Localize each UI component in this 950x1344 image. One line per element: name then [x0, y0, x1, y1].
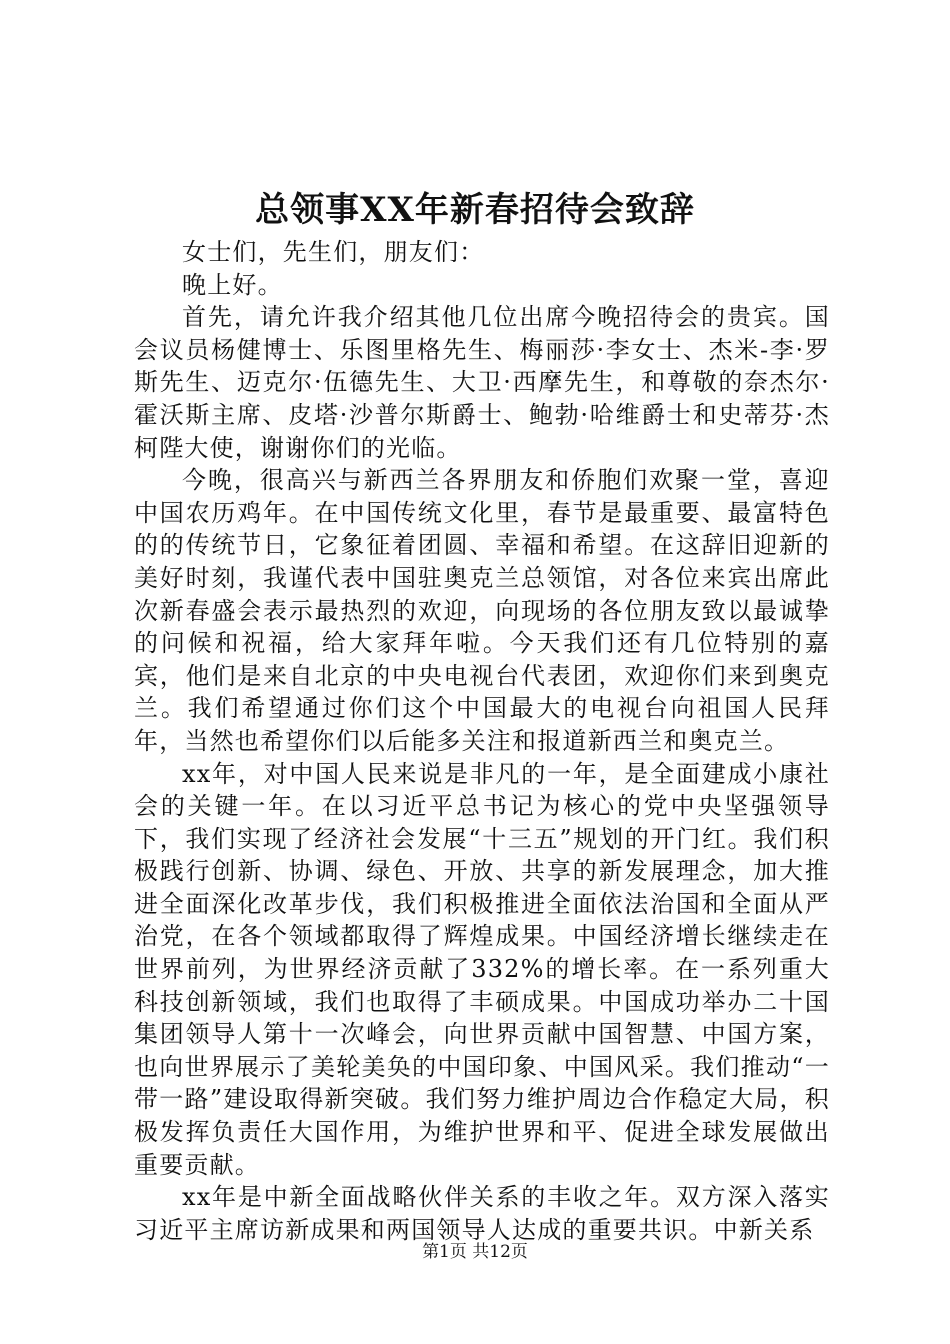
document-title: 总领事XX年新春招待会致辞: [255, 190, 695, 230]
paragraph-salutation: 女士们，先生们，朋友们：: [182, 238, 485, 266]
paragraph-guests: 首先，请允许我介绍其他几位出席今晚招待会的贵宾。国会议员杨健博士、乐图里格先生、梅丽莎·李女士、杰米-李·罗斯先生、迈克尔·伍德先生、大卫·西摩先生，和尊敬的奈杰尔·霍沃斯主席、皮塔·沙普尔斯爵士、鲍勃·哈维爵士和史蒂芬·杰柯陛大使，谢谢你们的光临。: [134, 303, 830, 462]
paragraph-china-nz: xx年是中新全面战略伙伴关系的丰收之年。双方深入落实习近平主席访新成果和两国领导人达成的重要共识。中新关系: [134, 1183, 830, 1244]
paragraph-china-year: xx年，对中国人民来说是非凡的一年，是全面建成小康社会的关键一年。在以习近平总书记为核心的党中央坚强领导下，我们实现了经济社会发展“十三五”规划的开门红。我们积极践行创新、协调、绿色、开放、共享的新发展理念，加大推进全面深化改革步伐，我们积极推进全面依法治国和全面从严治党，在各个领域都取得了辉煌成果。中国经济增长继续走在世界前列，为世界经济贡献了332%的增长率。在一系列重大科技创新领域，我们也取得了丰硕成果。中国成功举办二十国集团领导人第十一次峰会，向世界贡献中国智慧、中国方案，也向世界展示了美轮美奂的中国印象、中国风采。我们推动“一带一路”建设取得新突破。我们努力维护周边合作稳定大局，积极发挥负责任大国作用，为维护世界和平、促进全球发展做出重要贡献。: [134, 759, 830, 1179]
paragraph-greeting: 晚上好。: [182, 270, 283, 299]
paragraph-new-year: 今晚，很高兴与新西兰各界朋友和侨胞们欢聚一堂，喜迎中国农历鸡年。在中国传统文化里，春节是最重要、最富特色的的传统节日，它象征着团圆、幸福和希望。在这辞旧迎新的美好时刻，我谨代表中国驻奥克兰总领馆，对各位来宾出席此次新春盛会表示最热烈的欢迎，向现场的各位朋友致以最诚挚的问候和祝福，给大家拜年啦。今天我们还有几位特别的嘉宾，他们是来自北京的中央电视台代表团，欢迎你们来到奥克兰。我们希望通过你们这个中国最大的电视台向祖国人民拜年，当然也希望你们以后能多关注和报道新西兰和奥克兰。: [134, 466, 830, 755]
document-body: [134, 236, 830, 1246]
page-footer: 第1页 共12页: [422, 1242, 528, 1262]
